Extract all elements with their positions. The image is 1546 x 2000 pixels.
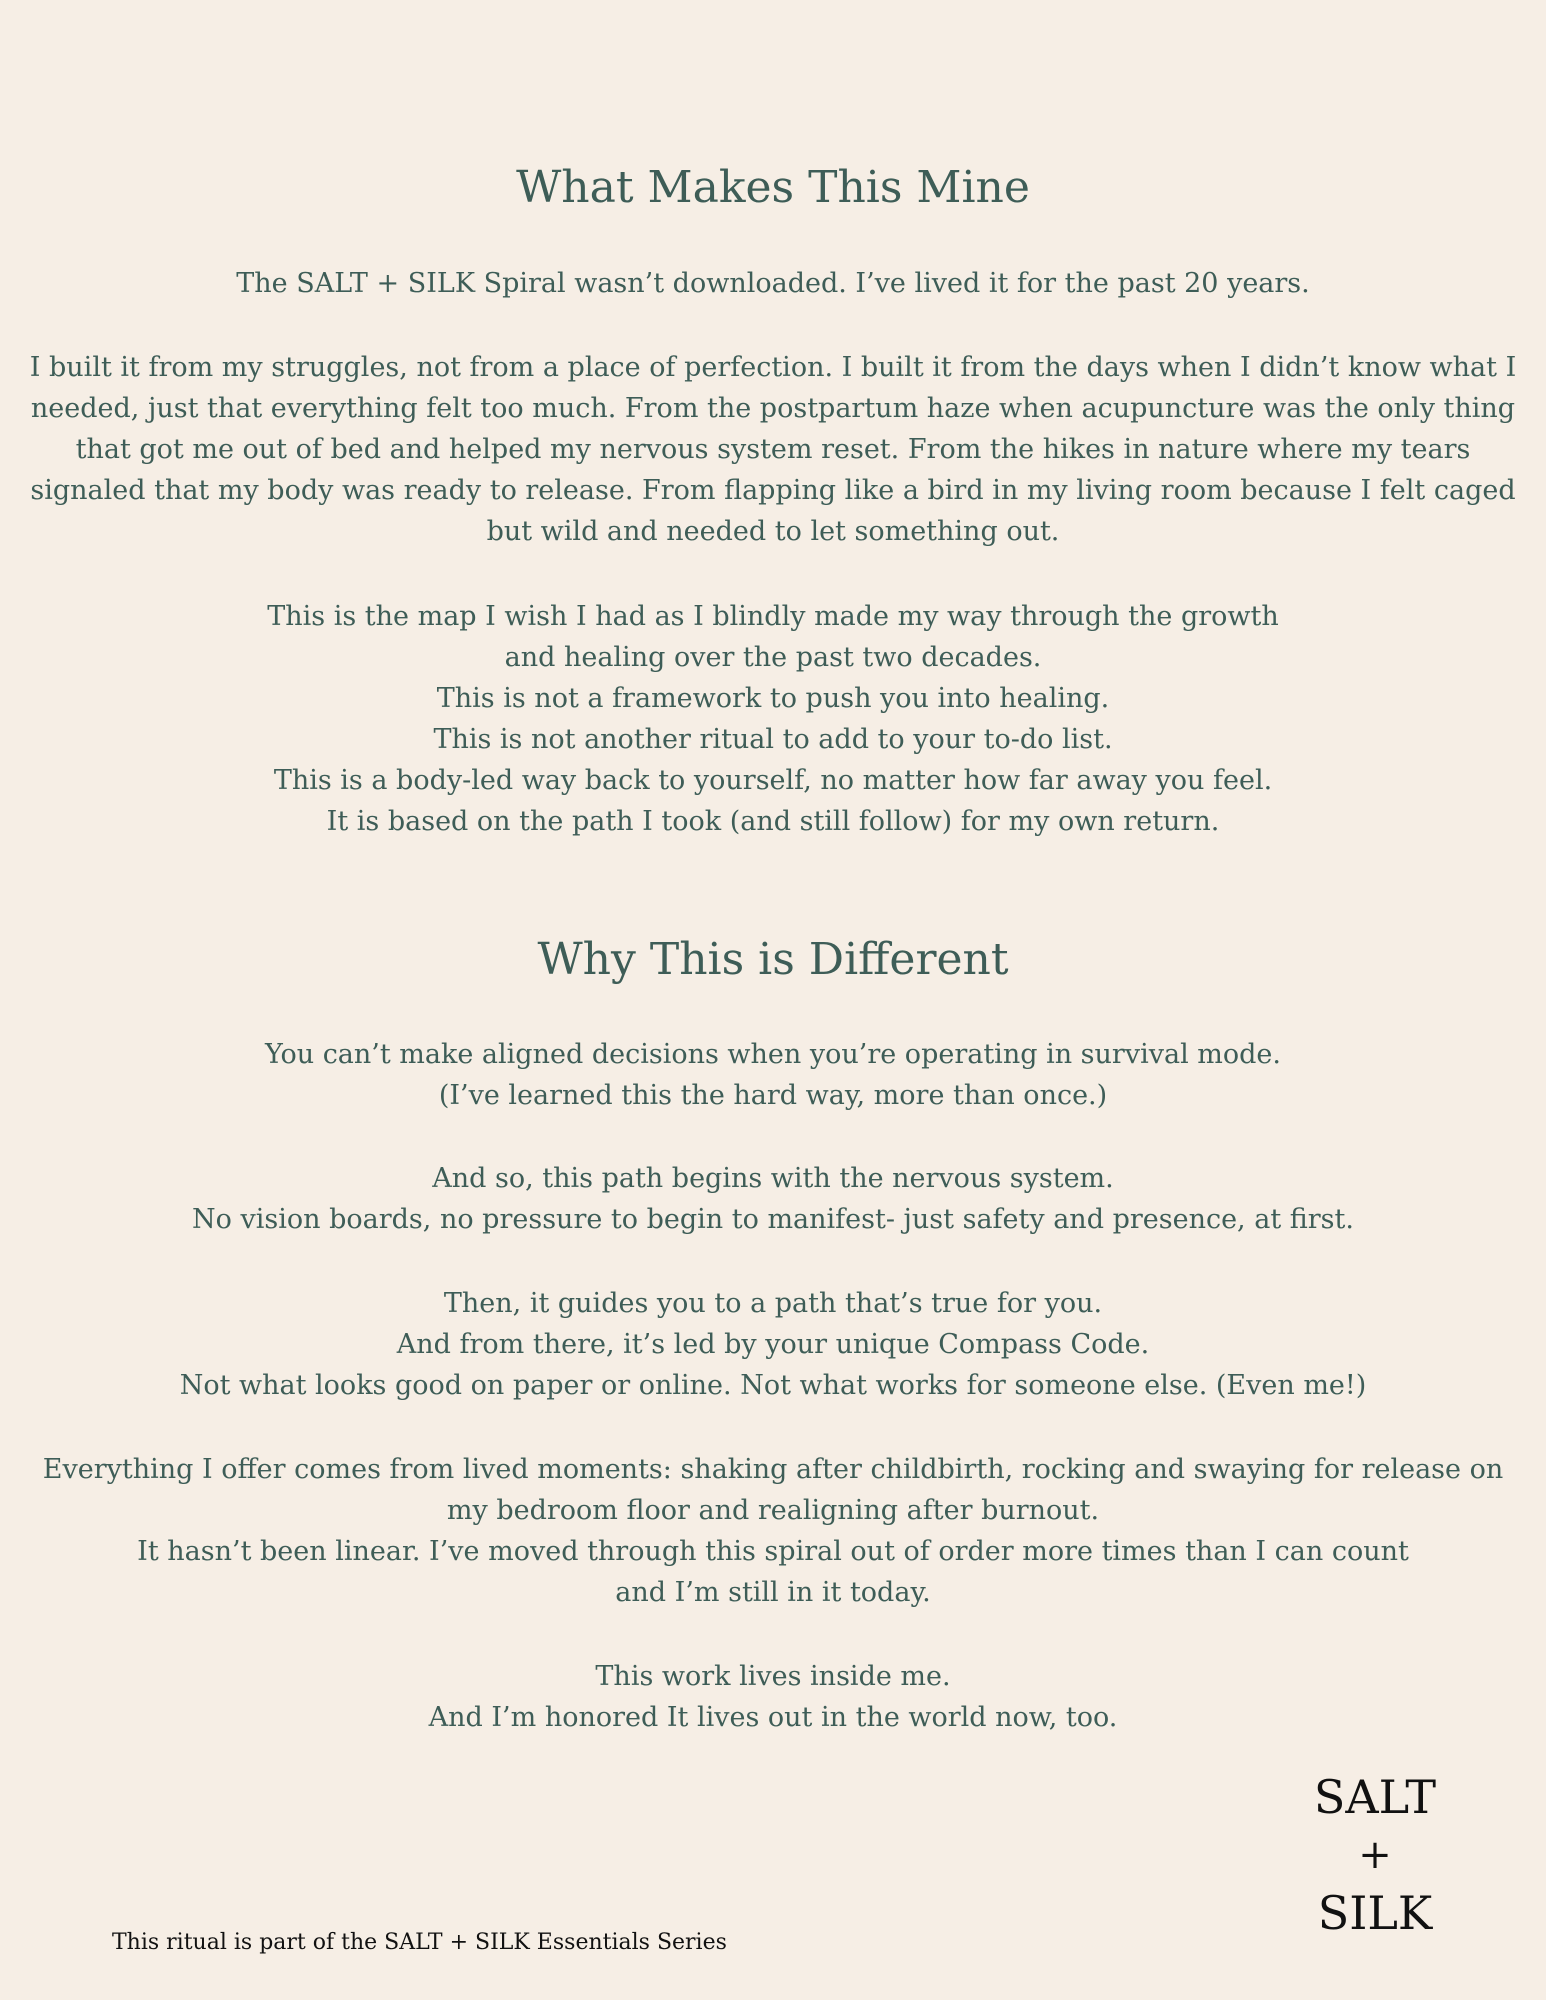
paragraph-line: but wild and needed to let something out.	[486, 516, 1060, 547]
paragraph-line: Not what looks good on paper or online. Not what works for someone else. (Even me!)	[179, 1370, 1367, 1401]
paragraph-line: that got me out of bed and helped my nervous system reset. From the hikes in nature where my tears	[75, 434, 1471, 465]
logo-word-salt: SALT	[1313, 1770, 1437, 1824]
paragraph-line: This is not another ritual to add to your to-do list.	[433, 724, 1113, 755]
paragraph-line: No vision boards, no pressure to begin to manifest- just safety and presence, at first.	[192, 1204, 1354, 1235]
paragraph-line: It hasn’t been linear. I’ve moved through this spiral out of order more times than I can count	[137, 1536, 1409, 1567]
paragraph-line: And from there, it’s led by your unique Compass Code.	[396, 1329, 1150, 1360]
logo-word-silk: SILK	[1317, 1886, 1433, 1940]
logo-plus: +	[1358, 1832, 1392, 1878]
paragraph-line: signaled that my body was ready to release. From flapping like a bird in my living room because I felt caged	[30, 475, 1516, 506]
paragraph-line: This is the map I wish I had as I blindly made my way through the growth	[267, 601, 1279, 632]
paragraph-line: It is based on the path I took (and still follow) for my own return.	[326, 806, 1220, 837]
paragraph-line: Then, it guides you to a path that’s true for you.	[443, 1288, 1103, 1319]
paragraph-line: This is a body-led way back to yourself, no matter how far away you feel.	[273, 765, 1273, 796]
paragraph-line: This is not a framework to push you into healing.	[436, 683, 1110, 714]
section-title-what-makes-this-mine: What Makes This Mine	[516, 162, 1030, 213]
paragraph-line: needed, just that everything felt too much. From the postpartum haze when acupuncture was the only thing	[30, 393, 1516, 424]
paragraph-line: I built it from my struggles, not from a place of perfection. I built it from the days when I didn’t know what I	[29, 352, 1517, 383]
section-title-why-this-is-different: Why This is Different	[537, 934, 1009, 985]
paragraph-line: And so, this path begins with the nervous system.	[432, 1163, 1114, 1194]
intro-line: The SALT + SILK Spiral wasn’t downloaded. I’ve lived it for the past 20 years.	[236, 268, 1310, 299]
paragraph-line: And I’m honored It lives out in the world now, too.	[428, 1702, 1118, 1733]
salt-silk-logo	[1300, 1768, 1450, 1942]
paragraph-line: my bedroom floor and realigning after burnout.	[446, 1495, 1100, 1526]
paragraph-line: and healing over the past two decades.	[504, 642, 1042, 673]
paragraph-line: This work lives inside me.	[595, 1661, 951, 1692]
paragraph-line: You can’t make aligned decisions when you’re operating in survival mode.	[264, 1039, 1281, 1070]
paragraph-line: Everything I offer comes from lived moments: shaking after childbirth, rocking and swaying for release on	[42, 1454, 1504, 1485]
paragraph-line: and I’m still in it today.	[615, 1577, 931, 1608]
paragraph-line: (I’ve learned this the hard way, more than once.)	[438, 1080, 1108, 1111]
footer-note: This ritual is part of the SALT + SILK Essentials Series	[112, 1930, 727, 1955]
